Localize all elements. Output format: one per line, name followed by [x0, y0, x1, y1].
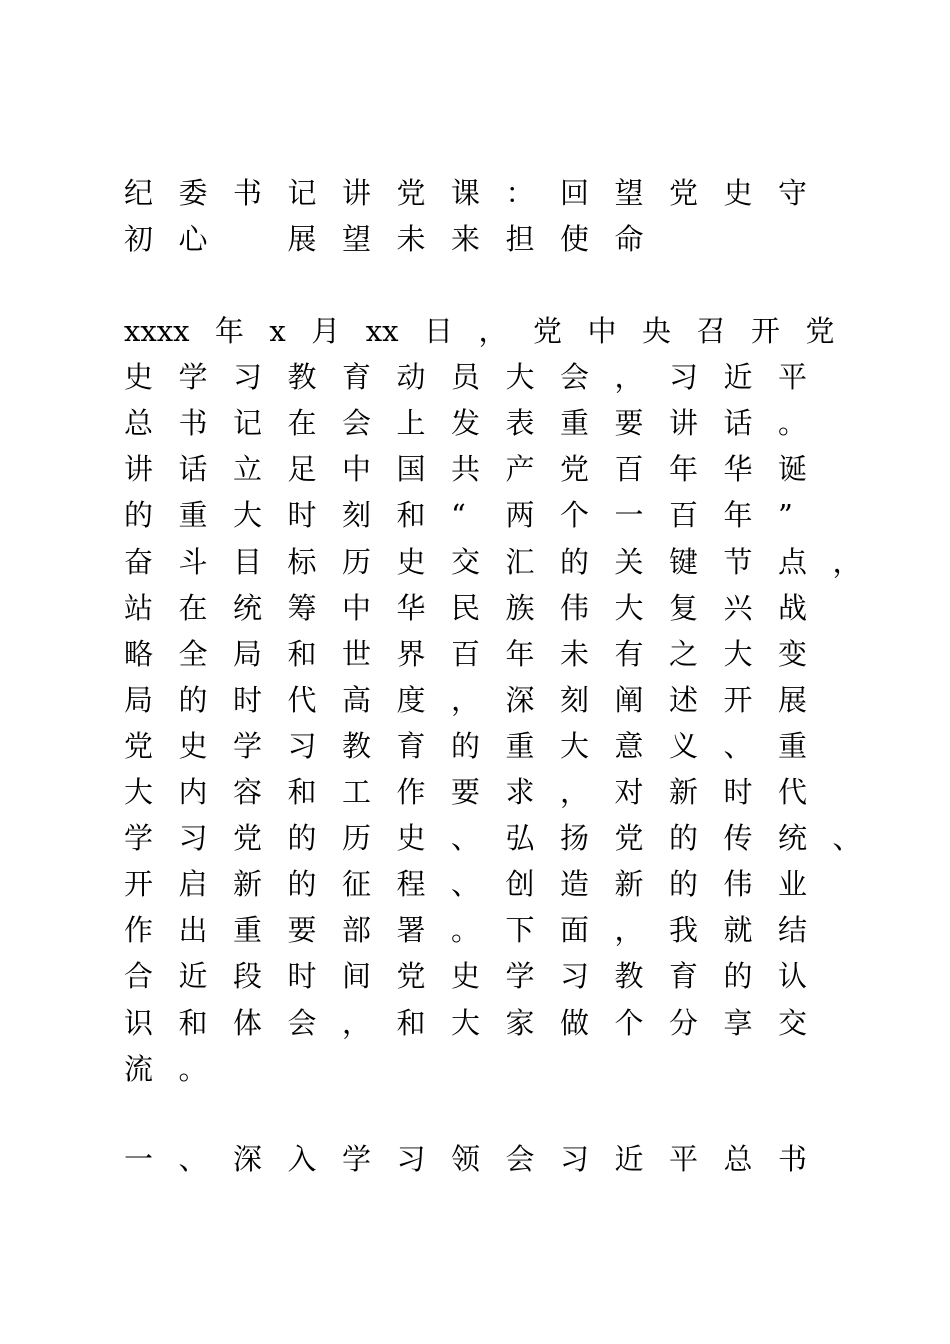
- body-line: 作 出 重 要 部 署 。 下 面 ， 我 就 结: [124, 913, 808, 948]
- body-line: 略 全 局 和 世 界 百 年 未 有 之 大 变: [124, 636, 808, 671]
- heading-line: 一 、 深 入 学 习 领 会 习 近 平 总 书: [124, 1142, 808, 1176]
- body-line: 奋 斗 目 标 历 史 交 汇 的 关 键 节 点 ，: [124, 544, 862, 579]
- body-line: 总 书 记 在 会 上 发 表 重 要 讲 话 。: [124, 406, 808, 441]
- body-line: 识 和 体 会 ， 和 大 家 做 个 分 享 交: [124, 1005, 808, 1040]
- body-line: xxxx 年 x 月 xx 日 ， 党 中 央 召 开 党: [124, 314, 835, 348]
- title-line: 纪 委 书 记 讲 党 课 ： 回 望 党 史 守: [124, 176, 808, 210]
- body-line: 党 史 学 习 教 育 的 重 大 意 义 、 重: [124, 728, 808, 763]
- body-line: 讲 话 立 足 中 国 共 产 党 百 年 华 诞: [124, 452, 808, 487]
- title-line: 初 心 展 望 未 来 担 使 命: [124, 222, 644, 256]
- body-line: 大 内 容 和 工 作 要 求 ， 对 新 时 代: [124, 775, 808, 809]
- body-line: 史 学 习 教 育 动 员 大 会 ， 习 近 平: [124, 360, 808, 395]
- body-line: 开 启 新 的 征 程 、 创 造 新 的 伟 业: [124, 867, 808, 902]
- body-line: 站 在 统 筹 中 华 民 族 伟 大 复 兴 战: [124, 590, 808, 625]
- body-line: 学 习 党 的 历 史 、 弘 扬 党 的 传 统 、: [124, 821, 862, 856]
- body-line: 的 重 大 时 刻 和 “ 两 个 一 百 年 ”: [124, 498, 793, 533]
- body-line: 局 的 时 代 高 度 ， 深 刻 阐 述 开 展: [124, 682, 808, 717]
- body-line: 流 。: [124, 1051, 208, 1086]
- body-line: 合 近 段 时 间 党 史 学 习 教 育 的 认: [124, 959, 808, 994]
